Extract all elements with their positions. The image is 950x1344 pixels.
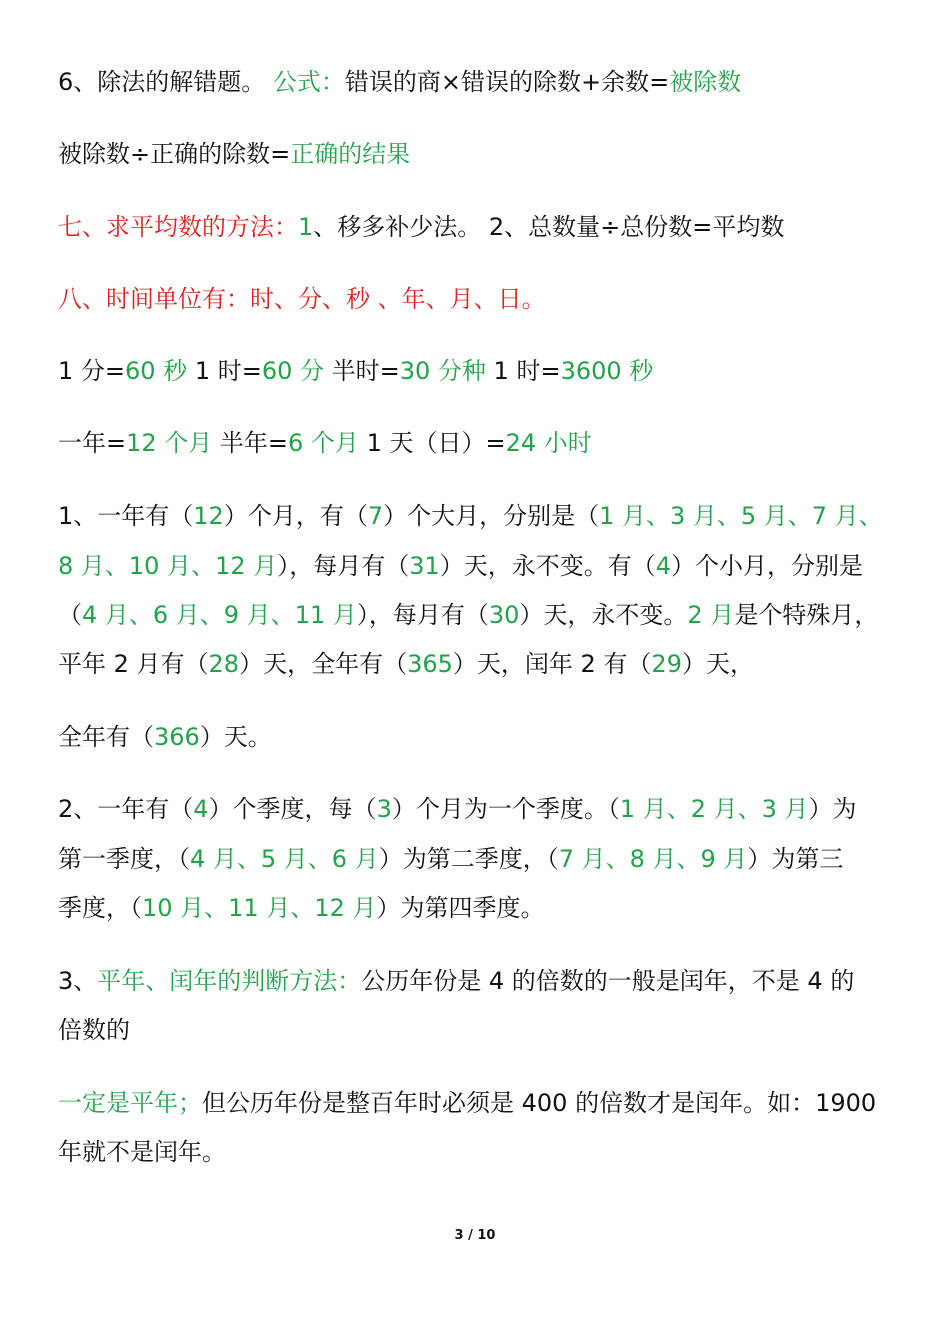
text-line-8 bbox=[58, 541, 898, 591]
text-segment: 正确的结果 bbox=[290, 140, 411, 168]
text-line-14 bbox=[58, 883, 898, 933]
text-segment: 4 月、5 月、6 月 bbox=[190, 845, 379, 873]
text-segment: 7 月、8 月、9 月 bbox=[558, 845, 748, 873]
text-line-12 bbox=[58, 784, 898, 834]
text-segment: 平年 2 月有（ bbox=[58, 650, 209, 678]
text-segment: ）为第四季度。 bbox=[376, 894, 545, 922]
text-line-18 bbox=[58, 1127, 898, 1177]
text-segment: 10 月、11 月、12 月 bbox=[142, 894, 377, 922]
text-segment: 30 bbox=[488, 601, 520, 629]
text-segment: 半年= bbox=[212, 429, 289, 457]
text-segment: 12 bbox=[193, 502, 224, 530]
text-segment: ）为第二季度，（ bbox=[378, 845, 559, 873]
text-segment: 第一季度，（ bbox=[58, 845, 190, 873]
text-segment: ）个大月，分别是（ bbox=[383, 502, 600, 530]
text-segment: 3600 秒 bbox=[560, 357, 654, 385]
text-segment: 1 分= bbox=[58, 357, 126, 385]
text-segment: 2、一年有（ bbox=[58, 795, 194, 823]
text-segment: 60 分 bbox=[261, 357, 324, 385]
text-segment: ）个月为一个季度。（ bbox=[391, 795, 620, 823]
text-segment: 1 时= bbox=[187, 357, 262, 385]
text-segment: 八、时间单位有：时、分、秒 、年、月、日。 bbox=[58, 285, 546, 313]
text-line-4 bbox=[58, 274, 898, 324]
text-segment: 1 月、2 月、3 月 bbox=[619, 795, 809, 823]
text-segment: 12 个月 bbox=[126, 429, 213, 457]
text-segment: 28 bbox=[208, 650, 240, 678]
text-line-6 bbox=[58, 418, 898, 468]
text-segment: ），每月有（ bbox=[356, 601, 489, 629]
text-segment: 七、求平均数的方法： bbox=[58, 213, 298, 241]
page-number: 3 / 10 bbox=[454, 1228, 496, 1243]
text-segment: ）个小月，分别是 bbox=[671, 552, 864, 580]
text-segment: 公历年份是 4 的倍数的一般是闰年，不是 4 的 bbox=[361, 967, 855, 995]
text-segment: 平年、闰年的判断方法： bbox=[97, 967, 362, 995]
text-segment: 1 天（日）= bbox=[358, 429, 506, 457]
text-segment: 4 月、6 月、9 月、11 月 bbox=[82, 601, 357, 629]
text-segment: 7 bbox=[367, 502, 384, 530]
text-segment: ）天。 bbox=[199, 723, 272, 751]
text-segment: 一年= bbox=[58, 429, 127, 457]
text-segment: ）个月，有（ bbox=[223, 502, 368, 530]
text-line-9 bbox=[58, 590, 898, 640]
text-segment: 30 分种 bbox=[399, 357, 486, 385]
text-line-10 bbox=[58, 639, 898, 689]
text-segment: 季度，（ bbox=[58, 894, 142, 922]
text-segment: ）天，永不变。 bbox=[519, 601, 688, 629]
text-segment: ）个季度，每（ bbox=[208, 795, 377, 823]
text-segment: ）为第三 bbox=[747, 845, 844, 873]
text-segment: 60 秒 bbox=[125, 357, 188, 385]
text-line-1 bbox=[58, 57, 898, 107]
text-segment: 是个特殊月， bbox=[734, 601, 879, 629]
text-segment: 一定是平年； bbox=[58, 1089, 202, 1117]
text-segment: 3、 bbox=[58, 967, 98, 995]
text-segment: 倍数的 bbox=[58, 1016, 130, 1044]
text-segment: ），每月有（ bbox=[277, 552, 410, 580]
text-segment: 3 bbox=[376, 795, 392, 823]
text-segment: 366 bbox=[154, 723, 200, 751]
text-segment: 但公历年份是整百年时必须是 400 的倍数才是闰年。如：1900 bbox=[202, 1089, 877, 1117]
text-segment: 6、除法的解错题。 bbox=[58, 68, 273, 96]
text-segment: 2 月 bbox=[687, 601, 735, 629]
text-segment: 31 bbox=[409, 552, 440, 580]
text-segment: 全年有（ bbox=[58, 723, 154, 751]
text-segment: 1 bbox=[298, 213, 314, 241]
text-segment: 、移多补少法。 2、总数量÷总份数=平均数 bbox=[313, 213, 785, 241]
text-segment: 29 bbox=[651, 650, 682, 678]
text-segment: 年就不是闰年。 bbox=[58, 1138, 226, 1166]
text-segment: 365 bbox=[407, 650, 453, 678]
text-segment: ）为 bbox=[808, 795, 857, 823]
text-line-13 bbox=[58, 834, 898, 884]
text-segment: ）天，永不变。有（ bbox=[439, 552, 656, 580]
text-segment: 错误的商×错误的除数+余数= bbox=[344, 68, 670, 96]
text-segment: 4 bbox=[655, 552, 672, 580]
text-segment: 24 小时 bbox=[505, 429, 592, 457]
text-segment: 1 时= bbox=[485, 357, 561, 385]
text-line-15 bbox=[58, 956, 898, 1006]
text-segment: （ bbox=[58, 601, 82, 629]
text-line-7 bbox=[58, 491, 898, 541]
text-segment: 被除数 bbox=[669, 68, 742, 96]
text-line-11 bbox=[58, 712, 898, 762]
text-segment: 4 bbox=[193, 795, 209, 823]
text-line-5 bbox=[58, 346, 898, 396]
text-segment: ）天，全年有（ bbox=[239, 650, 408, 678]
text-line-16 bbox=[58, 1005, 898, 1055]
text-line-17 bbox=[58, 1078, 898, 1128]
text-segment: 8 月、10 月、12 月 bbox=[58, 552, 278, 580]
text-segment: 1、一年有（ bbox=[58, 502, 194, 530]
text-segment: 被除数÷正确的除数= bbox=[58, 140, 291, 168]
text-segment: ）天， bbox=[681, 650, 754, 678]
text-segment: 公式： bbox=[272, 68, 345, 96]
text-segment: 6 个月 bbox=[288, 429, 359, 457]
text-segment: 半时= bbox=[324, 357, 400, 385]
text-segment: ）天，闰年 2 有（ bbox=[452, 650, 652, 678]
text-line-3 bbox=[58, 202, 898, 252]
text-line-2 bbox=[58, 129, 898, 179]
text-segment: 1 月、3 月、5 月、7 月、 bbox=[599, 502, 883, 530]
